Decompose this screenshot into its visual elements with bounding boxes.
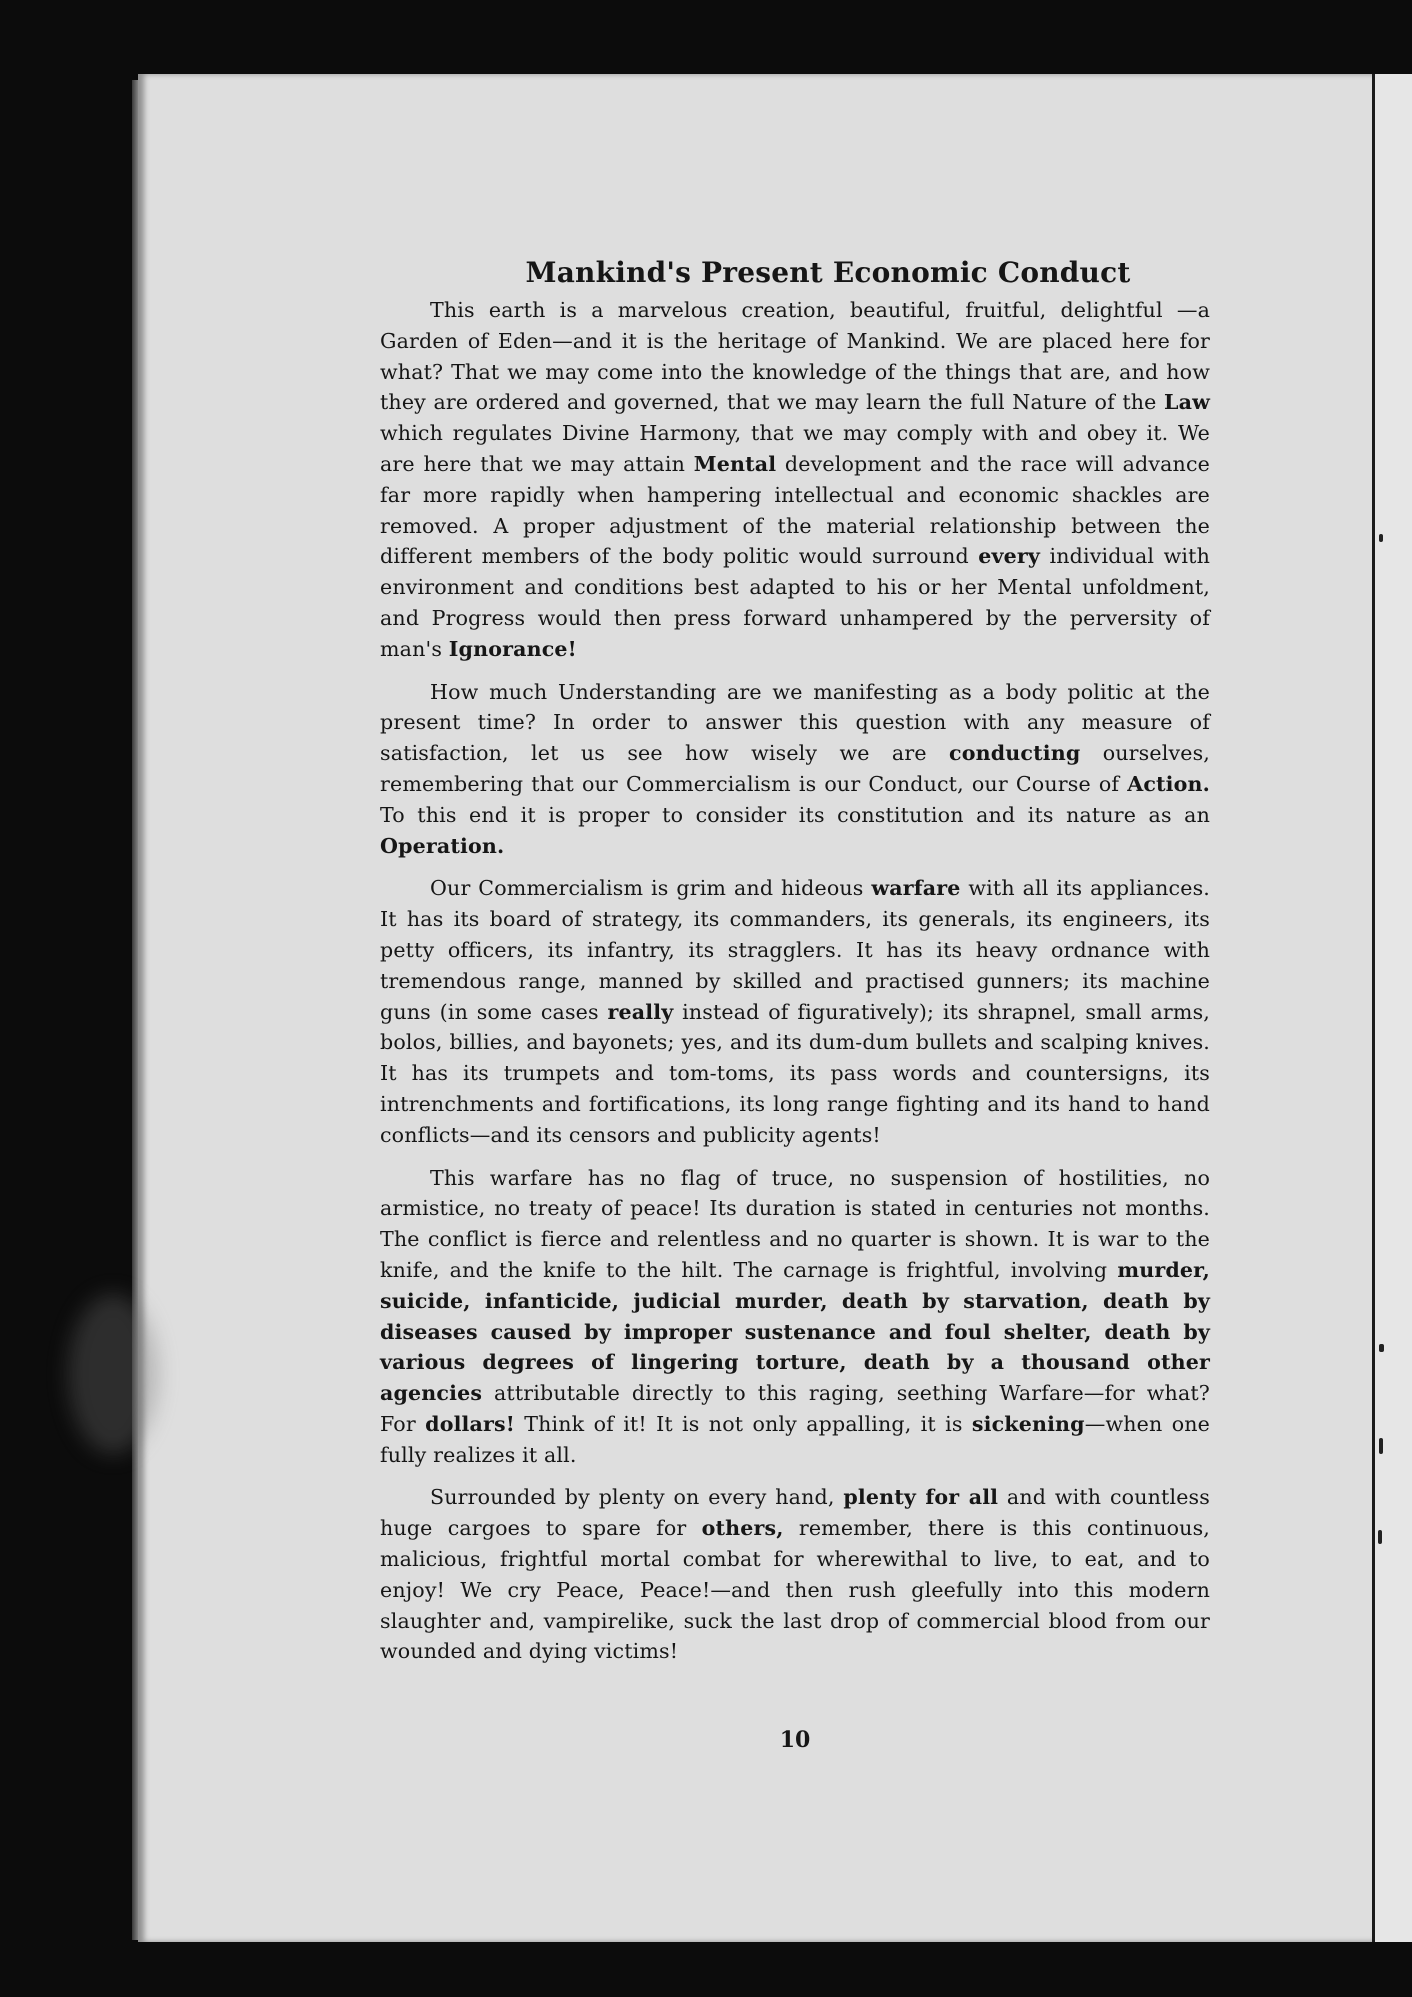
bold-text-run: really [607, 999, 674, 1024]
text-run: and with countless huge cargoes to spare for [380, 1485, 1210, 1541]
text-run: individual with environment and conditions best adapted to his or her Mental unfoldment, and Progress would then press forward unhampered by the perversity of man's [380, 544, 1210, 661]
text-run: This warfare has no flag of truce, no suspension of hostilities, no armistice, no treaty of peace! Its duration is stated in centuries not months. The conflict is fierce and relentless and no quarter is shown. It is war to the knife, and the knife to the hilt. The carnage is frightful, involving [380, 1165, 1210, 1282]
bold-text-run: every [978, 544, 1041, 569]
text-run: instead of figuratively); its shrapnel, small arms, bolos, billies, and bayonets; yes, and its dum-dum bullets and scalping knives. It has its trumpets and tom-toms, its pass words and countersigns, its intrenchments and fortifications, its long range fighting and its hand to hand conflicts—and its censors and publicity agents! [380, 999, 1210, 1147]
text-run: Surrounded by plenty on every hand, [430, 1485, 844, 1510]
paragraph [380, 1163, 1210, 1471]
paragraph [380, 873, 1210, 1150]
bold-text-run: Ignorance! [448, 636, 577, 661]
bold-text-run: Action. [1127, 771, 1210, 796]
text-run: To this end it is proper to consider its constitution and its nature as an [380, 802, 1210, 827]
bold-text-run: Operation. [380, 833, 505, 858]
paragraph [380, 1482, 1210, 1667]
text-run: with all its appliances. It has its board of strategy, its commanders, its generals, its engineers, its petty officers, its infantry, its stragglers. It has its heavy ordnance with tremendous range, manned by skilled and practised gunners; its machine guns (in some cases [380, 876, 1210, 1024]
page-smudge [68, 1294, 158, 1454]
text-run: which regulates Divine Harmony, that we may comply with and obey it. We are here that we may attain [380, 421, 1210, 476]
bold-text-run: murder, suicide, infanticide, judicial murder, death by starvation, death by diseases caused by improper sustenance and foul shelter, death by various degrees of lingering torture, death by a thousand other agencies [380, 1257, 1210, 1406]
bold-text-run: Mental [693, 451, 777, 476]
bold-text-run: plenty for all [843, 1485, 999, 1510]
text-run: Our Commercialism is grim and hideous [430, 876, 872, 901]
text-run: attributable directly to this raging, seething Warfare—for what? For [380, 1381, 1210, 1436]
paragraph [380, 295, 1210, 665]
page-title: Mankind's Present Economic Conduct [525, 256, 1131, 289]
text-run: —when one fully realizes it all. [380, 1411, 1210, 1467]
bold-text-run: Law [1163, 390, 1210, 415]
facing-page-strip [1372, 74, 1412, 1942]
page-content [380, 256, 1210, 1753]
binding-mark [1379, 534, 1383, 542]
binding-mark [1378, 1530, 1382, 1544]
text-run: How much Understanding are we manifesting as a body politic at the present time? In order to answer this question with any measure of satisfaction, let us see how wisely we are [380, 679, 1210, 766]
text-run: Think of it! It is not only appalling, it is [514, 1411, 972, 1436]
text-run: development and the race will advance far more rapidly when hampering intellectual and economic shackles are removed. A proper adjustment of the material relationship between the different members of the body politic would surround [380, 451, 1210, 569]
bold-text-run: warfare [871, 876, 961, 901]
bold-text-run: others, [701, 1516, 784, 1541]
bold-text-run: conducting [949, 741, 1081, 766]
text-run: remember, there is this continuous, malicious, frightful mortal combat for wherewithal to live, to eat, and to enjoy! We cry Peace, Peace!—and then rush gleefully into this modern slaughter and, vampirelike, suck the last drop of commercial blood from our wounded and dying victims! [380, 1516, 1210, 1664]
bold-text-run: sickening [971, 1411, 1085, 1436]
text-run: ourselves, remembering that our Commercialism is our Conduct, our Course of [380, 741, 1210, 796]
body-text [380, 295, 1210, 1667]
binding-mark [1379, 1344, 1384, 1352]
page-number: 10 [779, 1727, 811, 1753]
bold-text-run: dollars! [425, 1411, 515, 1436]
paragraph [380, 677, 1210, 862]
binding-mark [1379, 1438, 1383, 1454]
text-run: This earth is a marvelous creation, beautiful, fruitful, delightful —a Garden of Eden—and it is the heritage of Mankind. We are placed here for what? That we may come into the knowledge of the things that are, and how they are ordered and governed, that we may learn the full Nature of the [380, 298, 1210, 415]
